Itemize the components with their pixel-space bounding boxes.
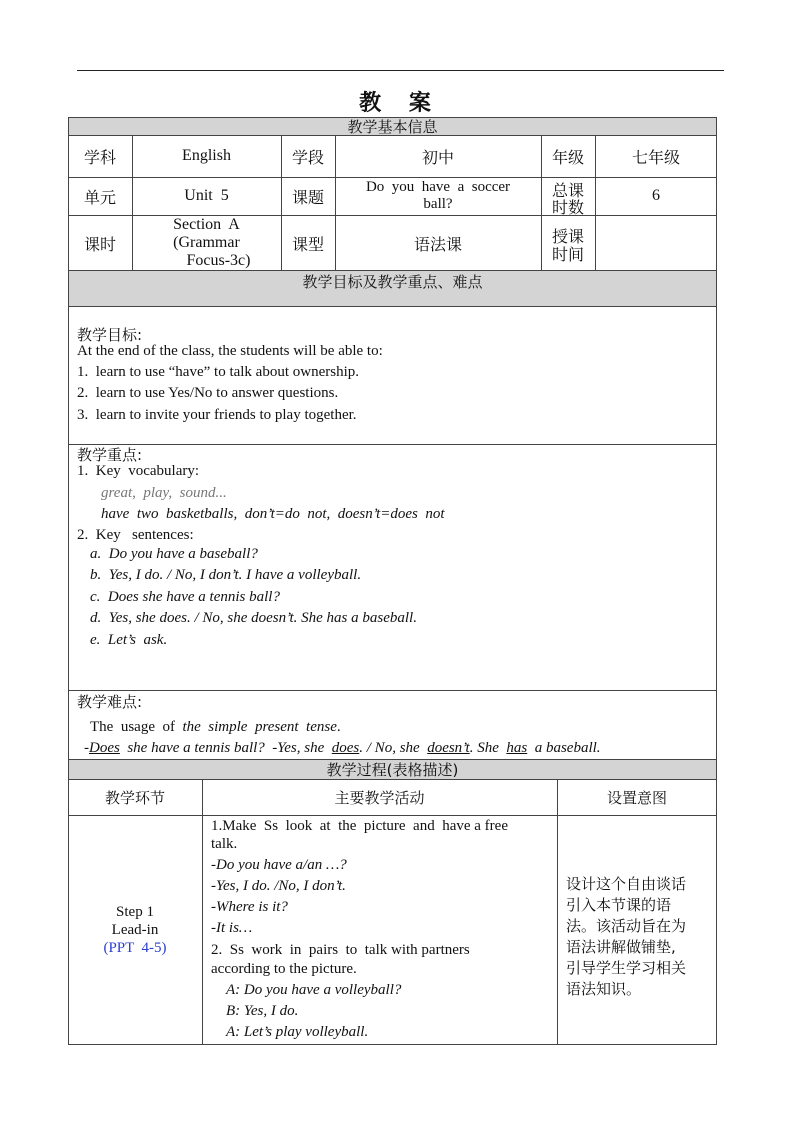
step-name: Step 1 xyxy=(116,904,154,920)
dash: - xyxy=(84,740,89,756)
activity-line: B: Yes, I do. xyxy=(226,1003,299,1019)
intent-line: 语法知识。 xyxy=(566,980,642,998)
activity-line: -Yes, I do. /No, I don’t. xyxy=(211,878,346,894)
intent-line: 设计这个自由谈话 xyxy=(566,875,687,893)
intent-line: 法。该活动旨在为 xyxy=(566,917,687,935)
text-fragment: . She xyxy=(469,740,507,756)
activity-line: according to the picture. xyxy=(211,961,357,977)
divider xyxy=(68,690,717,691)
activity-line: 1.Make Ss look at the picture and have a free xyxy=(211,818,508,834)
objectives-intro: At the end of the class, the students will be able to: xyxy=(77,343,383,359)
value-topic xyxy=(335,177,541,215)
text-fragment: a baseball. xyxy=(527,740,601,756)
difficulty-line-1 xyxy=(90,719,341,736)
label-topic: 课题 xyxy=(291,187,324,207)
underlined-word: has xyxy=(506,740,528,756)
key-sentence: e. Let’s ask. xyxy=(90,632,168,648)
underlined-word: does xyxy=(331,740,360,756)
intent-cell xyxy=(566,874,714,1000)
label-stage: 学段 xyxy=(291,147,324,167)
column-header-intent: 设置意图 xyxy=(606,788,667,807)
divider xyxy=(202,779,203,1045)
value-unit: Unit 5 xyxy=(184,187,229,204)
difficulty-tense: the simple present tense xyxy=(182,719,337,735)
top-rule xyxy=(77,70,724,71)
key-sentence: b. Yes, I do. / No, I don’t. I have a volleyball. xyxy=(90,567,362,583)
basic-info-header: 教学基本信息 xyxy=(69,118,716,135)
objective-item: 3. learn to invite your friends to play together. xyxy=(77,407,357,423)
underlined-word: doesn’t xyxy=(427,740,470,756)
teach-time-line-1: 授课 xyxy=(551,227,584,246)
label-teaching-time xyxy=(541,215,595,271)
value-total-periods: 6 xyxy=(652,187,660,204)
topic-line-1: Do you have a soccer xyxy=(365,179,511,195)
objective-item: 1. learn to use “have” to talk about ownership. xyxy=(77,364,359,380)
goals-header: 教学目标及教学重点、难点 xyxy=(302,273,483,291)
section-line-3: Focus-3c) xyxy=(186,252,251,269)
activity-line: -Where is it? xyxy=(211,899,288,915)
step-ppt-reference: (PPT 4-5) xyxy=(103,940,167,956)
label-period: 课时 xyxy=(83,234,116,254)
label-unit: 单元 xyxy=(83,187,116,207)
label-lesson-type: 课型 xyxy=(291,234,324,254)
intent-line: 引入本节课的语 xyxy=(566,896,672,914)
value-period xyxy=(132,215,281,271)
column-header-activities: 主要教学活动 xyxy=(334,788,425,807)
key-points-title: 教学重点: xyxy=(77,446,143,464)
activity-line: talk. xyxy=(211,836,238,852)
topic-line-2: ball? xyxy=(423,196,453,212)
difficulty-title: 教学难点: xyxy=(77,693,143,711)
label-grade: 年级 xyxy=(551,147,584,167)
intent-line: 引导学生学习相关 xyxy=(566,959,687,977)
value-grade: 七年级 xyxy=(631,147,680,167)
difficulty-text: The usage of xyxy=(90,719,183,735)
key-sentence: d. Yes, she does. / No, she doesn’t. She has a baseball. xyxy=(90,610,417,626)
value-subject: English xyxy=(182,147,231,164)
divider xyxy=(68,306,717,307)
key-vocab-line-2: have two basketballs, don’t=do not, doesn’t=does not xyxy=(101,506,445,522)
process-header: 教学过程(表格描述) xyxy=(69,760,716,779)
text-fragment: she have a tennis ball? -Yes, she xyxy=(119,740,332,756)
key-sentence: c. Does she have a tennis ball? xyxy=(90,589,280,605)
total-line-2: 时数 xyxy=(551,198,584,217)
section-line-2: (Grammar xyxy=(173,234,240,251)
objective-item: 2. learn to use Yes/No to answer questions. xyxy=(77,385,339,401)
total-line-1: 总课 xyxy=(551,181,584,200)
value-lesson-type: 语法课 xyxy=(413,234,462,254)
label-total-periods xyxy=(541,177,595,215)
value-stage: 初中 xyxy=(421,147,454,167)
activity-line: -It is… xyxy=(211,920,253,936)
difficulty-period: . xyxy=(336,719,341,735)
teach-time-line-2: 时间 xyxy=(551,245,584,264)
key-vocab-line-1: great, play, sound... xyxy=(101,485,227,501)
key-sentence: a. Do you have a baseball? xyxy=(90,546,258,562)
step-phase: Lead-in xyxy=(111,922,159,938)
value-teaching-time xyxy=(595,215,717,271)
section-line-1: Section A xyxy=(173,216,240,233)
activity-line: 2. Ss work in pairs to talk with partners xyxy=(211,942,470,958)
text-fragment: . / No, she xyxy=(359,740,428,756)
difficulty-line-2 xyxy=(84,740,601,757)
underlined-word: Does xyxy=(89,740,120,756)
activity-line: A: Do you have a volleyball? xyxy=(226,982,402,998)
key-vocab-label: 1. Key vocabulary: xyxy=(77,463,200,479)
activity-line: A: Let’s play volleyball. xyxy=(226,1024,369,1040)
divider xyxy=(557,779,558,1045)
document-title: 教 案 xyxy=(359,91,441,116)
step-cell xyxy=(68,815,202,1045)
intent-line: 语法讲解做铺垫, xyxy=(566,938,676,956)
key-sentences-label: 2. Key sentences: xyxy=(77,527,194,543)
column-header-step: 教学环节 xyxy=(104,788,165,807)
label-subject: 学科 xyxy=(83,147,116,167)
activity-line: -Do you have a/an …? xyxy=(211,857,347,873)
objectives-title: 教学目标: xyxy=(77,326,143,344)
divider xyxy=(68,444,717,445)
